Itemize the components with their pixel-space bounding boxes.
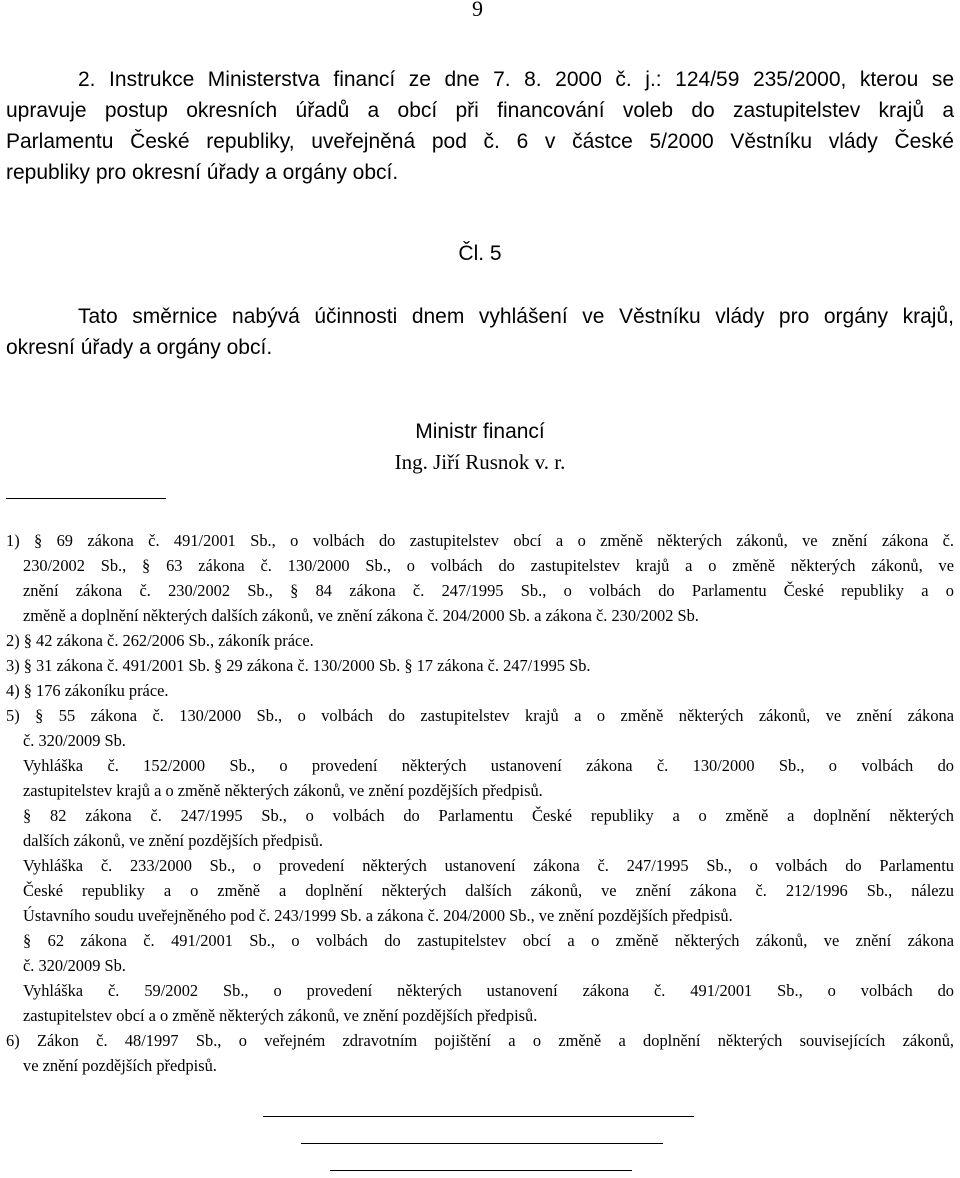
footnote-line: České republiky a o změně a doplnění některých dalších zákonů, ve znění zákona č. 212/1996 Sb., nálezu [23, 881, 954, 900]
footnote-line: dalších zákonů, ve znění pozdějších předpisů. [23, 831, 323, 850]
article-line: okresní úřady a orgány obcí. [6, 336, 273, 359]
footnote-line: Ústavního soudu uveřejněného pod č. 243/1999 Sb. a zákona č. 204/2000 Sb., ve znění pozdějších předpisů. [23, 906, 733, 925]
footnote-line: zastupitelstev krajů a o změně některých zákonů, ve znění pozdějších předpisů. [23, 781, 543, 800]
footnote-line: Vyhláška č. 233/2000 Sb., o provedení některých ustanovení zákona č. 247/1995 Sb., o volbách do Parlamentu [23, 856, 954, 875]
footnote-line: 6) Zákon č. 48/1997 Sb., o veřejném zdravotním pojištění a o změně a doplnění některých souvisejících zákonů, [6, 1031, 954, 1050]
footnote-line: 2) § 42 zákona č. 262/2006 Sb., zákoník práce. [6, 631, 314, 650]
signature-title: Ministr financí [415, 420, 545, 443]
footnote-line: 4) § 176 zákoníku práce. [6, 681, 169, 700]
signature-name: Ing. Jiří Rusnok v. r. [394, 450, 566, 474]
footnote-line: znění zákona č. 230/2002 Sb., § 84 zákona č. 247/1995 Sb., o volbách do Parlamentu České republiky a o [23, 581, 954, 600]
footnote-line: 230/2002 Sb., § 63 zákona č. 130/2000 Sb., o volbách do zastupitelstev krajů a o změně některých zákonů, ve [23, 556, 954, 575]
closing-rule [301, 1143, 663, 1144]
instruction-line: upravuje postup okresních úřadů a obcí při financování voleb do zastupitelstev krajů a [6, 99, 954, 122]
footnote-line: změně a doplnění některých dalších zákonů, ve znění zákona č. 204/2000 Sb. a zákona č. 230/2002 Sb. [23, 606, 699, 625]
footnote-line: § 62 zákona č. 491/2001 Sb., o volbách do zastupitelstev obcí a o změně některých zákonů, ve znění zákona [23, 931, 954, 950]
footnote-line: 1) § 69 zákona č. 491/2001 Sb., o volbách do zastupitelstev obcí a o změně některých zákonů, ve znění zákona č. [6, 531, 954, 550]
article-heading: Čl. 5 [458, 242, 502, 265]
footnote-line: 5) § 55 zákona č. 130/2000 Sb., o volbách do zastupitelstev krajů a o změně některých zákonů, ve znění zákona [6, 706, 954, 725]
footnote-line: č. 320/2009 Sb. [23, 956, 126, 975]
closing-rule [330, 1170, 632, 1171]
instruction-line: Parlamentu České republiky, uveřejněná pod č. 6 v částce 5/2000 Věstníku vlády České [6, 130, 954, 153]
footnote-line: § 82 zákona č. 247/1995 Sb., o volbách do Parlamentu České republiky a o změně a doplnění některých [23, 806, 954, 825]
footnote-line: Vyhláška č. 152/2000 Sb., o provedení některých ustanovení zákona č. 130/2000 Sb., o volbách do [23, 756, 954, 775]
footnote-line: Vyhláška č. 59/2002 Sb., o provedení některých ustanovení zákona č. 491/2001 Sb., o volbách do [23, 981, 954, 1000]
footnote-line: 3) § 31 zákona č. 491/2001 Sb. § 29 zákona č. 130/2000 Sb. § 17 zákona č. 247/1995 Sb. [6, 656, 591, 675]
instruction-line: republiky pro okresní úřady a orgány obcí. [6, 161, 399, 184]
footnote-line: č. 320/2009 Sb. [23, 731, 126, 750]
article-line: Tato směrnice nabývá účinnosti dnem vyhlášení ve Věstníku vlády pro orgány krajů, [78, 305, 954, 328]
page-number: 9 [472, 0, 483, 21]
instruction-line: 2. Instrukce Ministerstva financí ze dne 7. 8. 2000 č. j.: 124/59 235/2000, kterou se [78, 68, 954, 91]
footnote-line: ve znění pozdějších předpisů. [23, 1056, 217, 1075]
closing-rule [263, 1116, 694, 1117]
footnote-line: zastupitelstev obcí a o změně některých zákonů, ve znění pozdějších předpisů. [23, 1006, 538, 1025]
